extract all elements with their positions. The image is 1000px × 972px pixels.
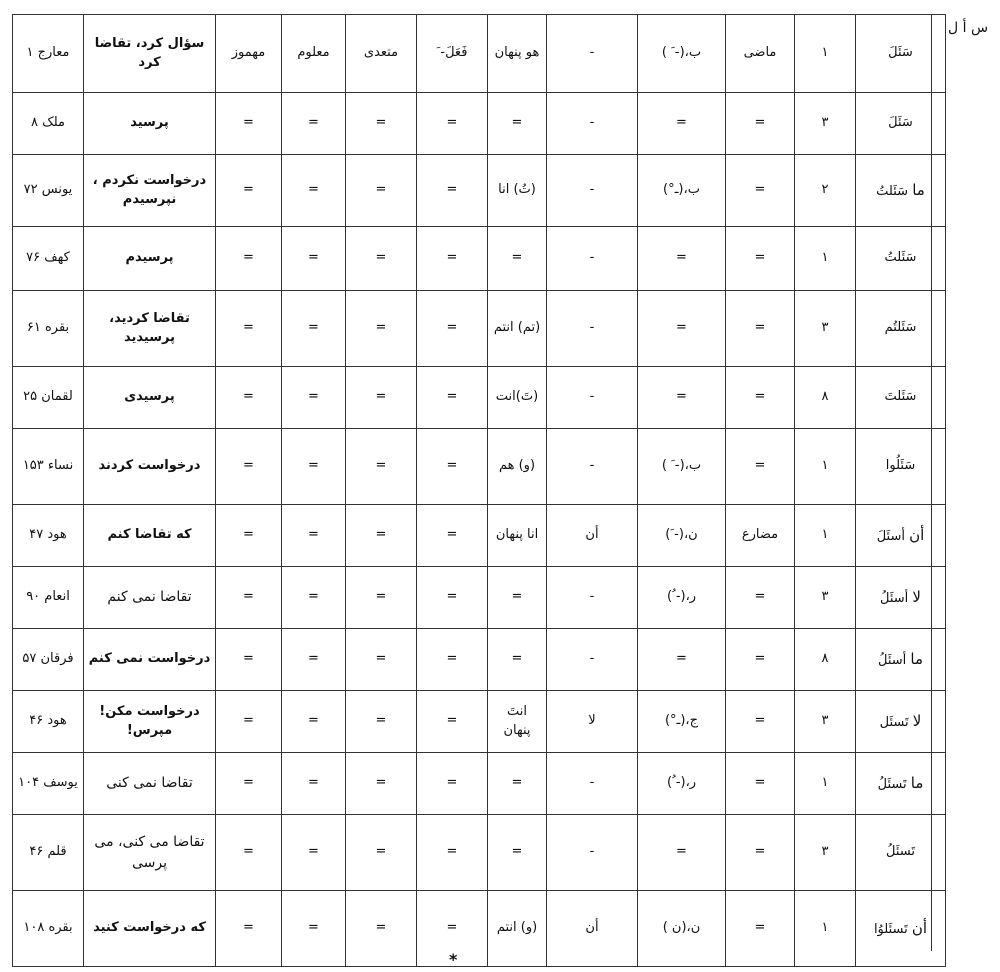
hamza-cell: = xyxy=(216,691,282,753)
count-cell: ۸ xyxy=(795,367,856,429)
particle-cell: - xyxy=(547,753,638,815)
mark-cell: = xyxy=(638,291,726,367)
ref-cell: نساء ۱۵۳ xyxy=(13,429,84,505)
tense-cell: = xyxy=(726,227,795,291)
hamza-cell: = xyxy=(216,567,282,629)
hamza-cell: = xyxy=(216,815,282,891)
pronoun-cell: (تُ) انا xyxy=(488,155,547,227)
hamza-cell: = xyxy=(216,291,282,367)
word-cell xyxy=(856,227,946,291)
mark-cell: = xyxy=(638,93,726,155)
pronoun-cell: = xyxy=(488,815,547,891)
count-cell: ۱ xyxy=(795,15,856,93)
meaning-cell: تقاضا کردید، پرسیدید xyxy=(84,291,216,367)
particle-cell: - xyxy=(547,629,638,691)
count-cell: ۱ xyxy=(795,891,856,967)
pronoun-cell: انا پنهان xyxy=(488,505,547,567)
pattern-cell: = xyxy=(417,891,488,967)
mark-cell: ب،(- َ ) xyxy=(638,429,726,505)
word-prefix: لا xyxy=(912,587,921,606)
pattern-cell: فَعَلَ- َ xyxy=(417,15,488,93)
meaning-cell: تقاضا نمی کنی xyxy=(84,753,216,815)
pattern-cell: = xyxy=(417,753,488,815)
voice-cell: معلوم xyxy=(282,15,346,93)
tense-cell: = xyxy=(726,753,795,815)
voice-cell: = xyxy=(282,227,346,291)
word-form: سَئَلُوا xyxy=(885,458,916,474)
ref-cell: هود ۴۷ xyxy=(13,505,84,567)
tense-cell: = xyxy=(726,291,795,367)
pattern-cell: = xyxy=(417,93,488,155)
ref-cell: ملک ۸ xyxy=(13,93,84,155)
particle-cell: لا xyxy=(547,691,638,753)
word-cell xyxy=(856,291,946,367)
count-cell: ۳ xyxy=(795,93,856,155)
table-row xyxy=(13,155,946,227)
hamza-cell: = xyxy=(216,155,282,227)
particle-cell: - xyxy=(547,155,638,227)
count-cell: ۳ xyxy=(795,691,856,753)
pronoun-cell: = xyxy=(488,567,547,629)
mark-cell: ن،(- َ) xyxy=(638,505,726,567)
tense-cell: = xyxy=(726,155,795,227)
word-form: سَئَلتُ xyxy=(884,250,917,266)
word-cell xyxy=(856,629,946,691)
table-row xyxy=(13,367,946,429)
voice-cell: = xyxy=(282,629,346,691)
count-cell: ۸ xyxy=(795,629,856,691)
transitivity-cell: = xyxy=(346,691,417,753)
pronoun-cell: (تَ)انت xyxy=(488,367,547,429)
transitivity-cell: = xyxy=(346,891,417,967)
tense-cell: = xyxy=(726,429,795,505)
voice-cell: = xyxy=(282,429,346,505)
root-letters: س أ ل xyxy=(948,20,989,36)
meaning-cell: درخواست کردند xyxy=(84,429,216,505)
pattern-cell: = xyxy=(417,629,488,691)
particle-cell: - xyxy=(547,429,638,505)
pronoun-cell: هو پنهان xyxy=(488,15,547,93)
meaning-cell: که درخواست کنید xyxy=(84,891,216,967)
word-cell xyxy=(856,753,946,815)
word-cell xyxy=(856,15,946,93)
pattern-cell: = xyxy=(417,567,488,629)
mark-cell: = xyxy=(638,815,726,891)
count-cell: ۳ xyxy=(795,815,856,891)
word-cell xyxy=(856,567,946,629)
voice-cell: = xyxy=(282,815,346,891)
table-row xyxy=(13,629,946,691)
count-cell: ۱ xyxy=(795,227,856,291)
transitivity-cell: = xyxy=(346,567,417,629)
table-row xyxy=(13,753,946,815)
count-cell: ۱ xyxy=(795,505,856,567)
transitivity-cell: متعدی xyxy=(346,15,417,93)
pronoun-cell: انتَ پنهان xyxy=(488,691,547,753)
word-form: أسئَلُ xyxy=(877,652,907,668)
voice-cell: = xyxy=(282,93,346,155)
word-form: سَئَلتُ xyxy=(876,183,909,199)
word-form: أسئَلَ xyxy=(876,528,905,544)
particle-cell: - xyxy=(547,93,638,155)
ref-cell: کهف ۷۶ xyxy=(13,227,84,291)
particle-cell: - xyxy=(547,567,638,629)
pattern-cell: = xyxy=(417,291,488,367)
hamza-cell: مهموز xyxy=(216,15,282,93)
mark-cell: ب،(- َ ) xyxy=(638,15,726,93)
particle-cell: - xyxy=(547,815,638,891)
word-prefix: ما xyxy=(910,649,924,668)
voice-cell: = xyxy=(282,367,346,429)
pronoun-cell: = xyxy=(488,93,547,155)
pattern-cell: = xyxy=(417,227,488,291)
voice-cell: = xyxy=(282,291,346,367)
voice-cell: = xyxy=(282,891,346,967)
word-form: تَسئَلوُا xyxy=(873,921,908,937)
meaning-cell: تقاضا می کنی، می پرسی xyxy=(84,815,216,891)
meaning-cell: پرسیدی xyxy=(84,367,216,429)
pronoun-cell: = xyxy=(488,753,547,815)
count-cell: ۲ xyxy=(795,155,856,227)
mark-cell: ر،(- ُ) xyxy=(638,753,726,815)
pronoun-cell: (و) هم xyxy=(488,429,547,505)
tense-cell: = xyxy=(726,367,795,429)
particle-cell: - xyxy=(547,15,638,93)
ref-cell: معارج ۱ xyxy=(13,15,84,93)
word-prefix: أن xyxy=(909,525,925,544)
hamza-cell: = xyxy=(216,367,282,429)
word-form: تَسئَل xyxy=(879,714,909,730)
tense-cell: = xyxy=(726,815,795,891)
meaning-cell: درخواست مکن! مپرس! xyxy=(84,691,216,753)
tense-cell: = xyxy=(726,691,795,753)
hamza-cell: = xyxy=(216,629,282,691)
ref-cell: انعام ۹۰ xyxy=(13,567,84,629)
pattern-cell: = xyxy=(417,815,488,891)
word-prefix: أن xyxy=(911,918,928,937)
pronoun-cell: = xyxy=(488,227,547,291)
footnote-marker: * xyxy=(449,950,458,969)
voice-cell: = xyxy=(282,155,346,227)
pattern-cell: = xyxy=(417,691,488,753)
count-cell: ۱ xyxy=(795,753,856,815)
table-row xyxy=(13,291,946,367)
word-cell xyxy=(856,891,946,967)
mark-cell: ب،(ـ°) xyxy=(638,155,726,227)
pattern-cell: = xyxy=(417,505,488,567)
mark-cell: = xyxy=(638,629,726,691)
word-form: تَسئَلُ xyxy=(877,776,907,792)
ref-cell: قلم ۴۶ xyxy=(13,815,84,891)
ref-cell: بقره ۱۰۸ xyxy=(13,891,84,967)
mark-cell: ج،(ـ°) xyxy=(638,691,726,753)
word-cell xyxy=(856,815,946,891)
word-analysis-table xyxy=(12,14,946,967)
word-cell xyxy=(856,93,946,155)
hamza-cell: = xyxy=(216,753,282,815)
transitivity-cell: = xyxy=(346,815,417,891)
table-row xyxy=(13,567,946,629)
meaning-cell: سؤال کرد، تقاضا کرد xyxy=(84,15,216,93)
word-form: سَئَلَ xyxy=(888,45,913,61)
particle-cell: - xyxy=(547,227,638,291)
ref-cell: فرقان ۵۷ xyxy=(13,629,84,691)
transitivity-cell: = xyxy=(346,367,417,429)
word-prefix: ما xyxy=(910,773,924,792)
word-cell xyxy=(856,155,946,227)
hamza-cell: = xyxy=(216,505,282,567)
count-cell: ۳ xyxy=(795,567,856,629)
transitivity-cell: = xyxy=(346,629,417,691)
transitivity-cell: = xyxy=(346,155,417,227)
mark-cell: ر،(- ُ) xyxy=(638,567,726,629)
particle-cell: - xyxy=(547,291,638,367)
tense-cell: = xyxy=(726,567,795,629)
voice-cell: = xyxy=(282,753,346,815)
table-row xyxy=(13,429,946,505)
ref-cell: یونس ۷۲ xyxy=(13,155,84,227)
particle-cell: - xyxy=(547,367,638,429)
meaning-cell: پرسیدم xyxy=(84,227,216,291)
mark-cell: = xyxy=(638,227,726,291)
word-cell xyxy=(856,691,946,753)
word-prefix: ما xyxy=(912,180,925,199)
count-cell: ۱ xyxy=(795,429,856,505)
meaning-cell: درخواست نمی کنم xyxy=(84,629,216,691)
voice-cell: = xyxy=(282,691,346,753)
table-row xyxy=(13,15,946,93)
tense-cell: = xyxy=(726,93,795,155)
table-row xyxy=(13,93,946,155)
transitivity-cell: = xyxy=(346,753,417,815)
meaning-cell: پرسید xyxy=(84,93,216,155)
ref-cell: بقره ۶۱ xyxy=(13,291,84,367)
transitivity-cell: = xyxy=(346,429,417,505)
table-row xyxy=(13,815,946,891)
transitivity-cell: = xyxy=(346,291,417,367)
tense-cell: = xyxy=(726,891,795,967)
pattern-cell: = xyxy=(417,155,488,227)
pronoun-cell: (و) انتم xyxy=(488,891,547,967)
pattern-cell: = xyxy=(417,367,488,429)
table-row xyxy=(13,891,946,967)
pronoun-cell: (تم) انتم xyxy=(488,291,547,367)
word-cell xyxy=(856,429,946,505)
voice-cell: = xyxy=(282,567,346,629)
mark-cell: ن،(ن ) xyxy=(638,891,726,967)
meaning-cell: درخواست نکردم ، نپرسیدم xyxy=(84,155,216,227)
word-cell xyxy=(856,367,946,429)
word-form: سَئَلَ xyxy=(888,115,913,131)
ref-cell: لقمان ۲۵ xyxy=(13,367,84,429)
particle-cell: أن xyxy=(547,891,638,967)
transitivity-cell: = xyxy=(346,93,417,155)
pattern-cell: = xyxy=(417,429,488,505)
voice-cell: = xyxy=(282,505,346,567)
count-cell: ۳ xyxy=(795,291,856,367)
mark-cell: = xyxy=(638,367,726,429)
particle-cell: أن xyxy=(547,505,638,567)
tense-cell: = xyxy=(726,629,795,691)
word-form: تَسئَلُ xyxy=(886,844,915,860)
pronoun-cell: = xyxy=(488,629,547,691)
meaning-cell: تقاضا نمی کنم xyxy=(84,567,216,629)
ref-cell: هود ۴۶ xyxy=(13,691,84,753)
transitivity-cell: = xyxy=(346,505,417,567)
ref-cell: یوسف ۱۰۴ xyxy=(13,753,84,815)
hamza-cell: = xyxy=(216,429,282,505)
meaning-cell: که تقاضا کنم xyxy=(84,505,216,567)
tense-cell: ماضی xyxy=(726,15,795,93)
hamza-cell: = xyxy=(216,93,282,155)
word-form: سَئَلتُم xyxy=(884,320,917,336)
table-row xyxy=(13,691,946,753)
table-row xyxy=(13,227,946,291)
tense-cell: مضارع xyxy=(726,505,795,567)
hamza-cell: = xyxy=(216,891,282,967)
word-cell xyxy=(856,505,946,567)
table-row xyxy=(13,505,946,567)
transitivity-cell: = xyxy=(346,227,417,291)
word-form: أسئَلُ xyxy=(880,590,909,606)
word-form: سَئَلتَ xyxy=(884,389,917,405)
word-prefix: لا xyxy=(912,711,922,730)
hamza-cell: = xyxy=(216,227,282,291)
